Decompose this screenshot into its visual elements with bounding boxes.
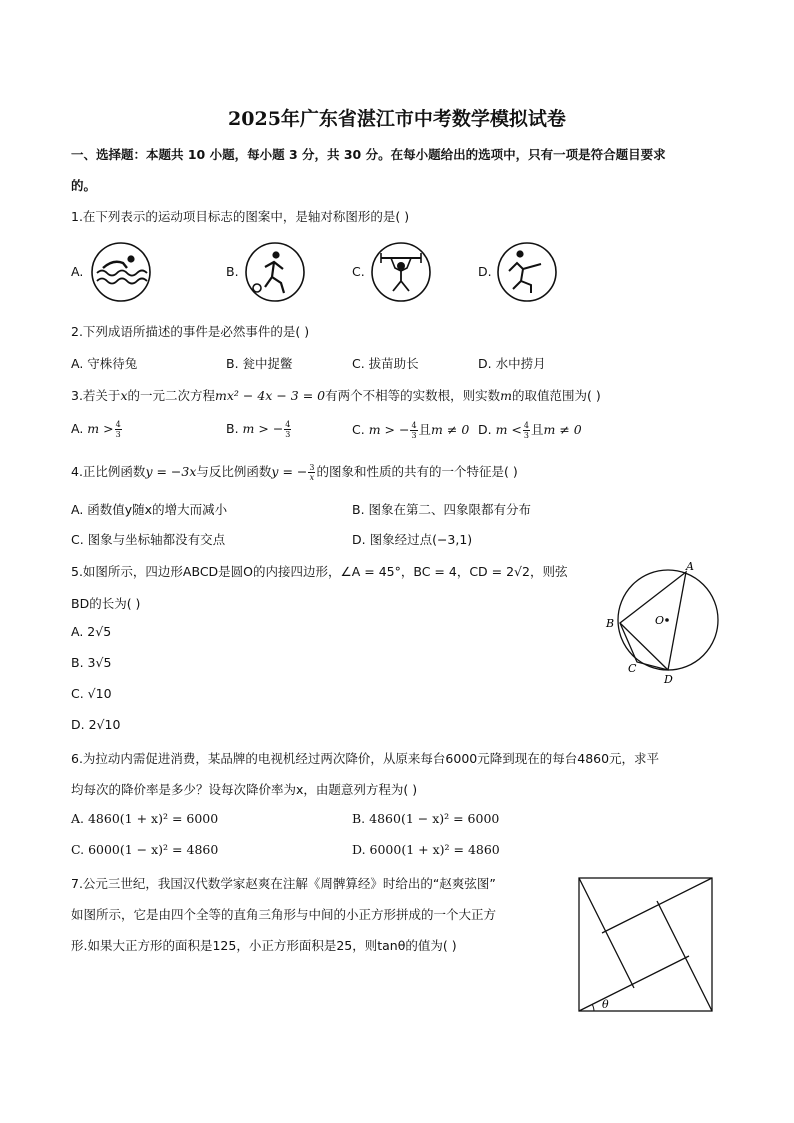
q1-option-a: A. <box>71 264 84 279</box>
q6-option-b: B. 4860(1 − x)² = 6000 <box>352 811 500 826</box>
label-o: O <box>655 614 665 627</box>
label-b: B <box>606 617 615 630</box>
q6-option-a: A. 4860(1 + x)² = 6000 <box>71 811 219 826</box>
label-c: C <box>628 662 637 675</box>
q1-stem: 1.在下列表示的运动项目标志的图案中，是轴对称图形的是( ) <box>71 209 410 224</box>
section-heading-line2: 的。 <box>71 178 97 193</box>
q7-line2: 如图所示，它是由四个全等的直角三角形与中间的小正方形拼成的一个大正方 <box>71 907 497 922</box>
q4-option-a: A. 函数值y随x的增大而减小 <box>71 502 228 517</box>
label-a: A <box>686 560 694 573</box>
label-d: D <box>664 673 673 686</box>
q7-line1: 7.公元三世纪，我国汉代数学家赵爽在注解《周髀算经》时给出的“赵爽弦图” <box>71 876 496 891</box>
q2-option-c: C. 拔苗助长 <box>352 356 419 371</box>
q3-stem: 3.若关于x的一元二次方程mx² − 4x − 3 = 0有两个不相等的实数根，则实数m的取值范围为( ) <box>71 388 601 403</box>
football-icon <box>243 241 307 303</box>
q3-option-a: A. m > $\frac{4}{3}$ <box>71 420 121 439</box>
q3-option-c: C. m > − $\frac{4}{3}$ 且m ≠ 0 <box>352 421 470 440</box>
circle-quadrilateral-figure <box>600 560 730 685</box>
q6-option-c: C. 6000(1 − x)² = 4860 <box>71 842 219 857</box>
zhao-shuang-string-diagram <box>578 877 714 1013</box>
q2-option-a: A. 守株待兔 <box>71 356 138 371</box>
q3-option-d: D. m < $\frac{4}{3}$ 且m ≠ 0 <box>478 421 582 440</box>
q1-option-c: C. <box>352 264 365 279</box>
page-title: 2025年广东省湛江市中考数学模拟试卷 <box>228 108 566 130</box>
q1-option-b: B. <box>226 264 239 279</box>
q5-option-b: B. 3√5 <box>71 655 112 670</box>
q3-equation: mx² − 4x − 3 = 0 <box>215 388 326 403</box>
theta-label: θ <box>602 998 609 1011</box>
q5-option-a: A. 2√5 <box>71 624 112 639</box>
q6-line2: 均每次的降价率是多少？设每次降价率为x，由题意列方程为( ) <box>71 782 418 797</box>
q5-option-d: D. 2√10 <box>71 717 121 732</box>
q6-option-d: D. 6000(1 + x)² = 4860 <box>352 842 500 857</box>
q4-option-d: D. 图象经过点(−3,1) <box>352 532 473 547</box>
q7-line3: 形.如果大正方形的面积是125，小正方形面积是25，则tanθ的值为( ) <box>71 938 457 953</box>
swimming-icon <box>89 241 153 303</box>
q4-option-c: C. 图象与坐标轴都没有交点 <box>71 532 226 547</box>
weightlifting-icon <box>369 241 433 303</box>
section-heading-line1: 一、选择题：本题共 10 小题，每小题 3 分，共 30 分。在每小题给出的选项中，只有一项是符合题目要求 <box>71 147 666 162</box>
q4-option-b: B. 图象在第二、四象限都有分布 <box>352 502 532 517</box>
q2-option-d: D. 水中捞月 <box>478 356 546 371</box>
q2-stem: 2.下列成语所描述的事件是必然事件的是( ) <box>71 324 310 339</box>
q5-line2: BD的长为( ) <box>71 596 141 611</box>
fencing-icon <box>495 241 559 303</box>
q6-line1: 6.为拉动内需促进消费，某品牌的电视机经过两次降价，从原来每台6000元降到现在的每台4860元，求平 <box>71 751 660 766</box>
q5-option-c: C. √10 <box>71 686 112 701</box>
q1-option-d: D. <box>478 264 492 279</box>
q3-option-b: B. m > − $\frac{4}{3}$ <box>226 420 291 439</box>
q4-stem: 4.正比例函数y = −3x与反比例函数y = − $\frac{3}{x}$ 的图象和性质的共有的一个特征是( ) <box>71 463 518 482</box>
q5-line1: 5.如图所示，四边形ABCD是圆O的内接四边形，∠A = 45°，BC = 4，CD = 2√2，则弦 <box>71 564 568 579</box>
q2-option-b: B. 瓮中捉鳖 <box>226 356 293 371</box>
